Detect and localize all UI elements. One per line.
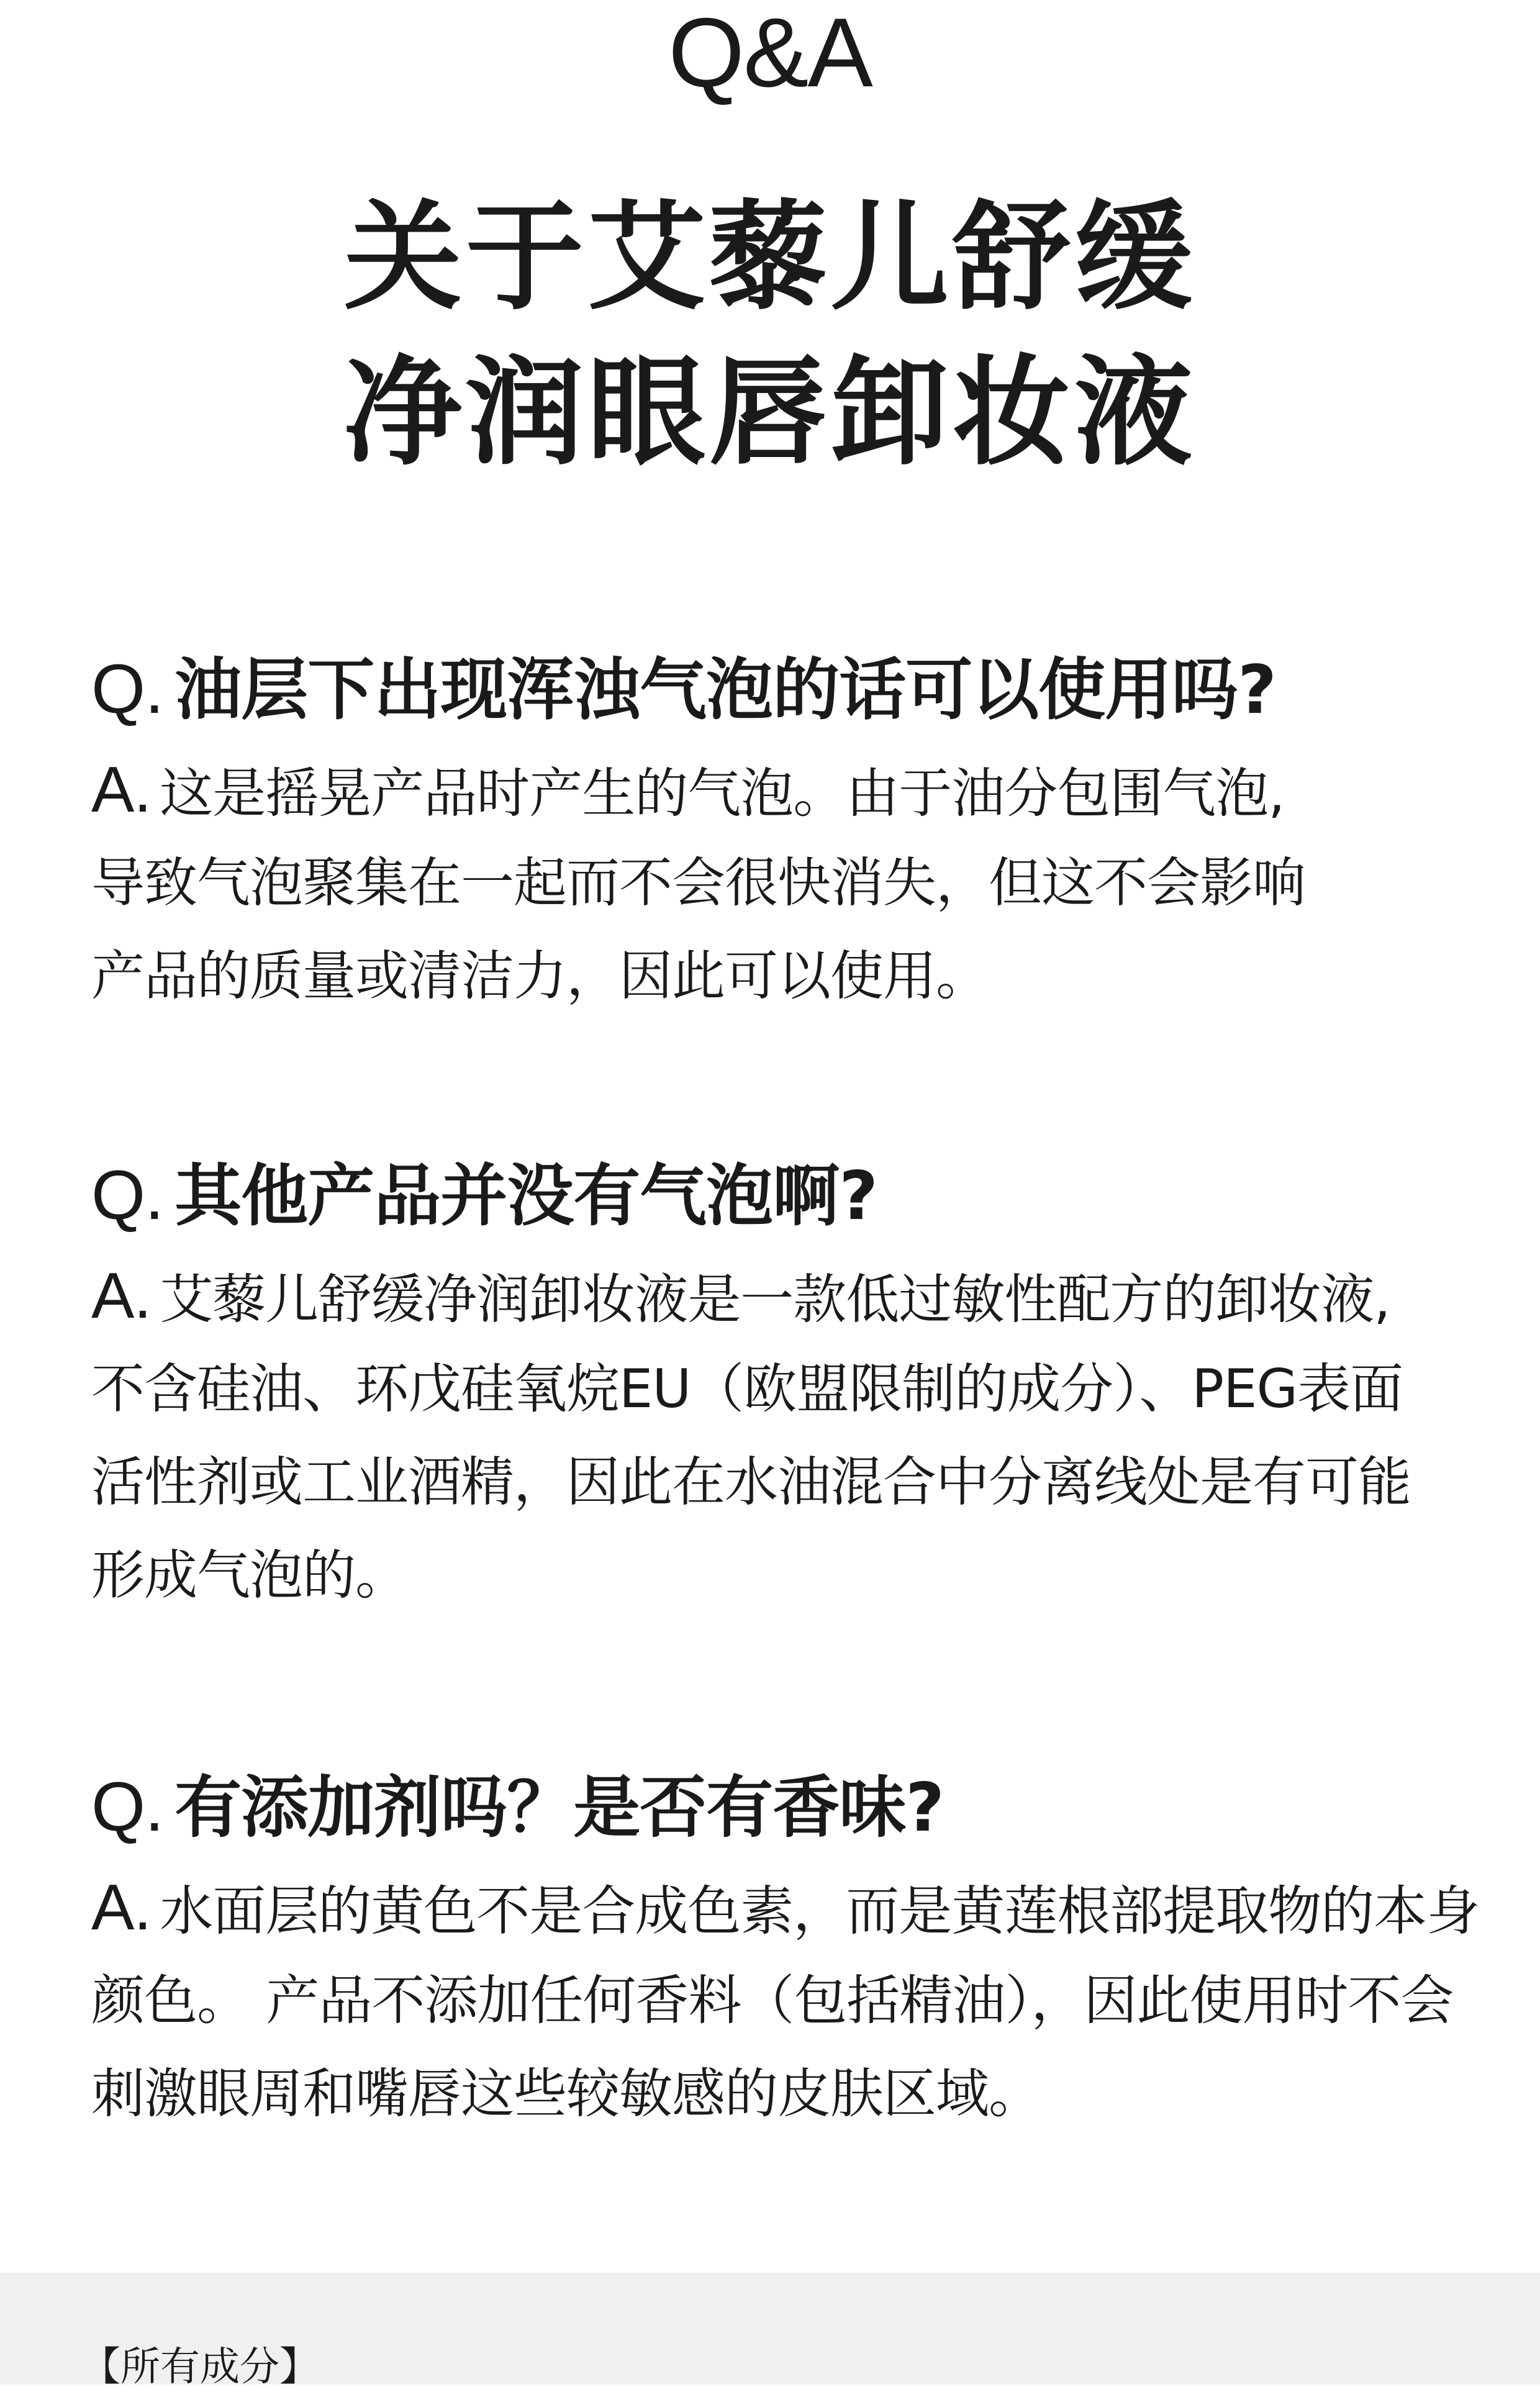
question-prefix: Q. [91,650,164,728]
question-prefix: Q. [91,1156,164,1234]
question-text: 其他产品并没有气泡啊? [174,1157,877,1235]
answer-text: 水面层的黄色不是合成色素，而是黄莲根部提取物的本身 [160,1880,1480,1942]
question-1 [91,649,1476,730]
answer-line: 产品的质量或清洁力，因此可以使用。 [91,945,989,1007]
answer-line: 不含硅油、环戊硅氧烷EU（欧盟限制的成分）、PEG表面 [91,1358,1403,1420]
answer-3 [91,1861,1480,2141]
answer-line [91,1861,1480,1954]
answer-line: 活性剂或工业酒精，因此在水油混合中分离线处是有可能 [91,1451,1411,1513]
qa-item-2 [91,1155,1476,1622]
answer-prefix: A. [91,754,152,826]
qa-item-1 [91,649,1476,1023]
question-3 [91,1767,1476,1847]
qa-item-3 [91,1767,1480,2141]
answer-line: 刺激眼周和嘴唇这些较敏感的皮肤区域。 [91,2063,1041,2125]
answer-line: 形成气泡的。 [91,1544,408,1606]
question-2 [91,1155,1476,1236]
title-line-1: 关于艾藜儿舒缓 [343,189,1196,326]
question-prefix: Q. [91,1768,164,1846]
answer-line [91,743,1476,836]
answer-prefix: A. [91,1260,152,1332]
answer-2 [91,1249,1476,1622]
answer-line: 颜色。 产品不添加任何香料（包括精油），因此使用时不会 [91,1970,1454,2032]
answer-text: 这是摇晃产品时产生的气泡。由于油分包围气泡, [160,763,1285,825]
answer-1 [91,743,1476,1023]
title-line-2: 净润眼唇卸妆液 [343,344,1196,481]
ingredients-heading: 【所有成分】 [81,2344,319,2390]
question-text: 有添加剂吗？是否有香味? [174,1769,944,1847]
answer-text: 艾藜儿舒缓净润卸妆液是一款低过敏性配方的卸妆液, [160,1269,1390,1331]
question-text: 油层下出现浑浊气泡的话可以使用吗? [174,651,1276,729]
qa-header-label: Q&A [668,0,872,107]
answer-prefix: A. [91,1872,152,1944]
page-title [0,180,1540,491]
answer-line: 导致气泡聚集在一起而不会很快消失，但这不会影响 [91,852,1305,914]
answer-line [91,1249,1476,1343]
